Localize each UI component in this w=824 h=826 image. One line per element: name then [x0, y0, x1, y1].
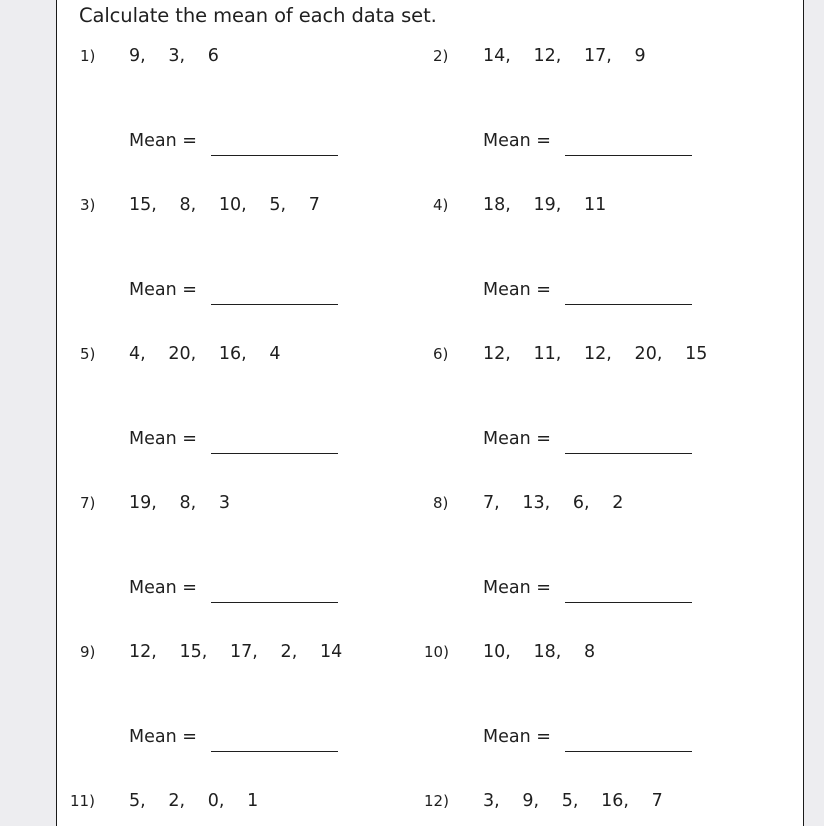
mean-label: Mean =	[483, 131, 551, 151]
mean-label: Mean =	[483, 727, 551, 747]
problem-number: 9)	[80, 643, 96, 661]
answer-blank[interactable]	[565, 751, 692, 752]
data-set-values: 14, 12, 17, 9	[483, 46, 646, 66]
answer-blank[interactable]	[211, 453, 338, 454]
problem-number: 1)	[80, 47, 96, 65]
answer-blank[interactable]	[211, 155, 338, 156]
data-set-values: 12, 15, 17, 2, 14	[129, 642, 343, 662]
mean-label: Mean =	[129, 727, 197, 747]
data-set-values: 15, 8, 10, 5, 7	[129, 195, 320, 215]
data-set-values: 18, 19, 11	[483, 195, 607, 215]
problem-number: 11)	[70, 792, 95, 810]
answer-blank[interactable]	[211, 602, 338, 603]
problem-number: 7)	[80, 494, 96, 512]
answer-blank[interactable]	[565, 304, 692, 305]
mean-label: Mean =	[129, 429, 197, 449]
answer-blank[interactable]	[565, 453, 692, 454]
data-set-values: 10, 18, 8	[483, 642, 596, 662]
problem-number: 8)	[433, 494, 449, 512]
data-set-values: 5, 2, 0, 1	[129, 791, 259, 811]
data-set-values: 7, 13, 6, 2	[483, 493, 624, 513]
problem-number: 3)	[80, 196, 96, 214]
answer-blank[interactable]	[211, 751, 338, 752]
mean-label: Mean =	[129, 131, 197, 151]
mean-label: Mean =	[129, 280, 197, 300]
answer-blank[interactable]	[565, 602, 692, 603]
data-set-values: 9, 3, 6	[129, 46, 219, 66]
problem-number: 12)	[424, 792, 449, 810]
mean-label: Mean =	[483, 429, 551, 449]
problem-number: 2)	[433, 47, 449, 65]
problem-number: 4)	[433, 196, 449, 214]
data-set-values: 3, 9, 5, 16, 7	[483, 791, 663, 811]
data-set-values: 19, 8, 3	[129, 493, 231, 513]
data-set-values: 4, 20, 16, 4	[129, 344, 281, 364]
problem-number: 6)	[433, 345, 449, 363]
mean-label: Mean =	[483, 280, 551, 300]
mean-label: Mean =	[483, 578, 551, 598]
worksheet-instruction: Calculate the mean of each data set.	[79, 4, 437, 27]
worksheet-page	[56, 0, 804, 826]
answer-blank[interactable]	[211, 304, 338, 305]
mean-label: Mean =	[129, 578, 197, 598]
problem-number: 5)	[80, 345, 96, 363]
problem-number: 10)	[424, 643, 449, 661]
answer-blank[interactable]	[565, 155, 692, 156]
data-set-values: 12, 11, 12, 20, 15	[483, 344, 708, 364]
